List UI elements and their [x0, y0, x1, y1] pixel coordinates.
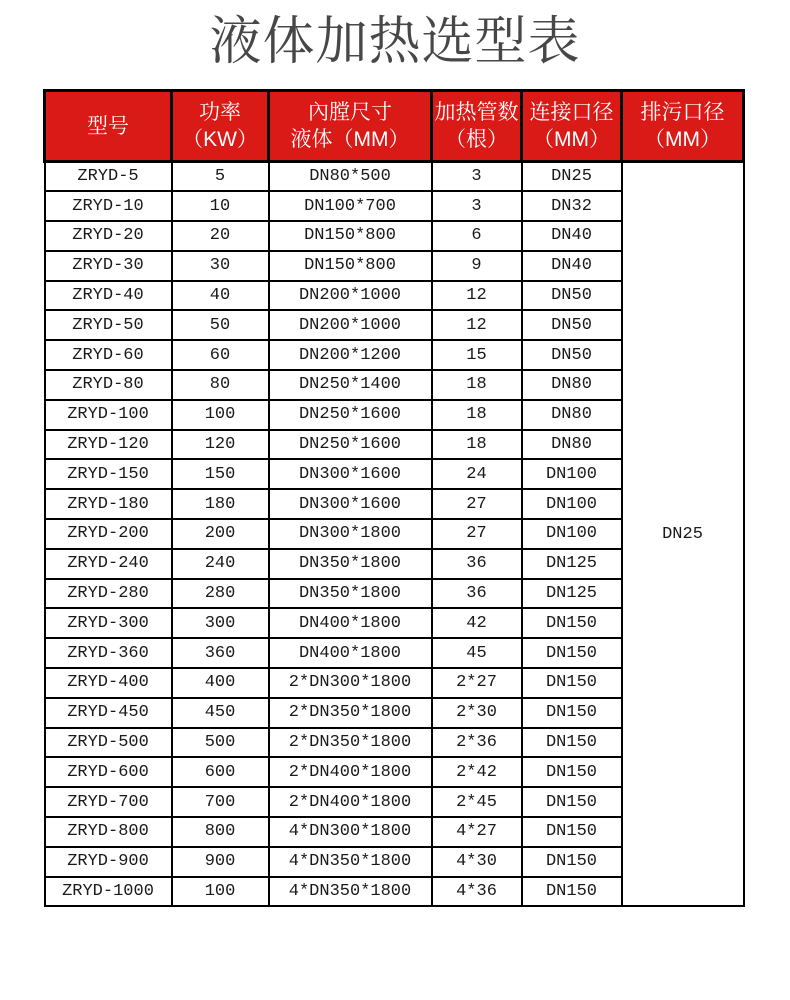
cell-heating_tube_count: 4*36 [432, 877, 522, 907]
col-header-drain-diameter [622, 91, 744, 162]
cell-connection_diameter_mm: DN32 [522, 191, 622, 221]
cell-heating_tube_count: 2*42 [432, 757, 522, 787]
cell-model: ZRYD-800 [45, 817, 172, 847]
col-header-drain-diameter-line2: （MM） [644, 128, 721, 151]
cell-heating_tube_count: 27 [432, 489, 522, 519]
cell-inner_size_liquid_mm: DN350*1800 [269, 579, 432, 609]
col-header-inner-size [269, 91, 432, 162]
cell-heating_tube_count: 36 [432, 579, 522, 609]
cell-connection_diameter_mm: DN150 [522, 817, 622, 847]
cell-model: ZRYD-600 [45, 757, 172, 787]
cell-connection_diameter_mm: DN150 [522, 728, 622, 758]
cell-connection_diameter_mm: DN50 [522, 281, 622, 311]
col-header-tube-count-line1: 加热管数 [434, 101, 519, 124]
cell-connection_diameter_mm: DN150 [522, 877, 622, 907]
cell-model: ZRYD-360 [45, 638, 172, 668]
drain-diameter-merged-cell: DN25 [622, 162, 744, 907]
cell-connection_diameter_mm: DN150 [522, 847, 622, 877]
cell-connection_diameter_mm: DN100 [522, 459, 622, 489]
cell-heating_tube_count: 2*36 [432, 728, 522, 758]
cell-power_kw: 150 [172, 459, 269, 489]
col-header-model [45, 91, 172, 162]
cell-inner_size_liquid_mm: 2*DN400*1800 [269, 757, 432, 787]
cell-model: ZRYD-450 [45, 698, 172, 728]
cell-model: ZRYD-500 [45, 728, 172, 758]
cell-heating_tube_count: 3 [432, 191, 522, 221]
cell-model: ZRYD-280 [45, 579, 172, 609]
cell-power_kw: 5 [172, 162, 269, 192]
cell-model: ZRYD-200 [45, 519, 172, 549]
cell-power_kw: 30 [172, 251, 269, 281]
cell-model: ZRYD-900 [45, 847, 172, 877]
cell-heating_tube_count: 2*30 [432, 698, 522, 728]
cell-inner_size_liquid_mm: DN150*800 [269, 221, 432, 251]
cell-inner_size_liquid_mm: DN350*1800 [269, 549, 432, 579]
col-header-connection-diameter-line2: （MM） [533, 128, 610, 151]
cell-connection_diameter_mm: DN80 [522, 370, 622, 400]
cell-inner_size_liquid_mm: 4*DN350*1800 [269, 877, 432, 907]
cell-connection_diameter_mm: DN50 [522, 340, 622, 370]
cell-heating_tube_count: 42 [432, 608, 522, 638]
cell-connection_diameter_mm: DN150 [522, 608, 622, 638]
table-body [45, 162, 744, 907]
cell-power_kw: 120 [172, 430, 269, 460]
col-header-tube-count [432, 91, 522, 162]
cell-heating_tube_count: 18 [432, 430, 522, 460]
cell-inner_size_liquid_mm: DN400*1800 [269, 638, 432, 668]
cell-heating_tube_count: 15 [432, 340, 522, 370]
cell-power_kw: 50 [172, 310, 269, 340]
cell-power_kw: 10 [172, 191, 269, 221]
table-row [45, 162, 744, 192]
cell-heating_tube_count: 4*30 [432, 847, 522, 877]
cell-power_kw: 40 [172, 281, 269, 311]
cell-inner_size_liquid_mm: DN200*1200 [269, 340, 432, 370]
col-header-drain-diameter-line1: 排污口径 [640, 101, 725, 124]
cell-power_kw: 300 [172, 608, 269, 638]
cell-heating_tube_count: 3 [432, 162, 522, 192]
page-title: 液体加热选型表 [209, 13, 581, 71]
cell-model: ZRYD-40 [45, 281, 172, 311]
cell-model: ZRYD-180 [45, 489, 172, 519]
cell-power_kw: 100 [172, 400, 269, 430]
cell-model: ZRYD-1000 [45, 877, 172, 907]
cell-heating_tube_count: 12 [432, 310, 522, 340]
col-header-model-line1: 型号 [87, 114, 129, 138]
col-header-power-line2: （KW） [182, 128, 258, 151]
cell-model: ZRYD-100 [45, 400, 172, 430]
cell-heating_tube_count: 2*45 [432, 787, 522, 817]
cell-connection_diameter_mm: DN150 [522, 668, 622, 698]
cell-model: ZRYD-120 [45, 430, 172, 460]
cell-heating_tube_count: 4*27 [432, 817, 522, 847]
col-header-power-line1: 功率 [199, 101, 241, 124]
cell-heating_tube_count: 12 [432, 281, 522, 311]
selection-table [43, 89, 745, 907]
cell-inner_size_liquid_mm: DN300*1600 [269, 459, 432, 489]
cell-power_kw: 700 [172, 787, 269, 817]
cell-connection_diameter_mm: DN150 [522, 698, 622, 728]
cell-connection_diameter_mm: DN150 [522, 638, 622, 668]
cell-model: ZRYD-80 [45, 370, 172, 400]
col-header-inner-size-line1: 內膛尺寸 [308, 101, 392, 124]
cell-model: ZRYD-30 [45, 251, 172, 281]
cell-inner_size_liquid_mm: 2*DN400*1800 [269, 787, 432, 817]
cell-model: ZRYD-50 [45, 310, 172, 340]
cell-model: ZRYD-700 [45, 787, 172, 817]
cell-power_kw: 400 [172, 668, 269, 698]
cell-inner_size_liquid_mm: DN250*1600 [269, 430, 432, 460]
cell-inner_size_liquid_mm: DN80*500 [269, 162, 432, 192]
cell-inner_size_liquid_mm: 4*DN350*1800 [269, 847, 432, 877]
cell-inner_size_liquid_mm: DN400*1800 [269, 608, 432, 638]
cell-power_kw: 360 [172, 638, 269, 668]
cell-power_kw: 280 [172, 579, 269, 609]
cell-model: ZRYD-10 [45, 191, 172, 221]
cell-connection_diameter_mm: DN150 [522, 757, 622, 787]
cell-heating_tube_count: 9 [432, 251, 522, 281]
col-header-inner-size-line2: 液体（MM） [290, 128, 410, 151]
cell-heating_tube_count: 27 [432, 519, 522, 549]
cell-model: ZRYD-5 [45, 162, 172, 192]
cell-connection_diameter_mm: DN80 [522, 430, 622, 460]
cell-inner_size_liquid_mm: 2*DN350*1800 [269, 728, 432, 758]
cell-model: ZRYD-300 [45, 608, 172, 638]
cell-inner_size_liquid_mm: DN300*1800 [269, 519, 432, 549]
cell-connection_diameter_mm: DN25 [522, 162, 622, 192]
cell-power_kw: 60 [172, 340, 269, 370]
cell-model: ZRYD-60 [45, 340, 172, 370]
cell-inner_size_liquid_mm: DN100*700 [269, 191, 432, 221]
header-row [45, 91, 744, 162]
cell-inner_size_liquid_mm: DN200*1000 [269, 310, 432, 340]
cell-heating_tube_count: 18 [432, 400, 522, 430]
cell-model: ZRYD-150 [45, 459, 172, 489]
cell-power_kw: 800 [172, 817, 269, 847]
col-header-connection-diameter-line1: 连接口径 [529, 101, 614, 124]
cell-model: ZRYD-20 [45, 221, 172, 251]
cell-power_kw: 500 [172, 728, 269, 758]
cell-inner_size_liquid_mm: 2*DN300*1800 [269, 668, 432, 698]
cell-inner_size_liquid_mm: DN250*1400 [269, 370, 432, 400]
col-header-power [172, 91, 269, 162]
cell-connection_diameter_mm: DN125 [522, 579, 622, 609]
cell-power_kw: 20 [172, 221, 269, 251]
col-header-connection-diameter [522, 91, 622, 162]
cell-power_kw: 900 [172, 847, 269, 877]
col-header-tube-count-line2: （根） [445, 128, 508, 151]
cell-power_kw: 450 [172, 698, 269, 728]
cell-power_kw: 180 [172, 489, 269, 519]
cell-inner_size_liquid_mm: 4*DN300*1800 [269, 817, 432, 847]
cell-power_kw: 80 [172, 370, 269, 400]
cell-heating_tube_count: 36 [432, 549, 522, 579]
cell-connection_diameter_mm: DN50 [522, 310, 622, 340]
cell-model: ZRYD-400 [45, 668, 172, 698]
cell-inner_size_liquid_mm: 2*DN350*1800 [269, 698, 432, 728]
cell-inner_size_liquid_mm: DN150*800 [269, 251, 432, 281]
cell-connection_diameter_mm: DN40 [522, 251, 622, 281]
cell-heating_tube_count: 18 [432, 370, 522, 400]
cell-power_kw: 240 [172, 549, 269, 579]
cell-inner_size_liquid_mm: DN300*1600 [269, 489, 432, 519]
cell-heating_tube_count: 6 [432, 221, 522, 251]
cell-connection_diameter_mm: DN80 [522, 400, 622, 430]
cell-power_kw: 600 [172, 757, 269, 787]
cell-heating_tube_count: 24 [432, 459, 522, 489]
cell-inner_size_liquid_mm: DN250*1600 [269, 400, 432, 430]
cell-connection_diameter_mm: DN150 [522, 787, 622, 817]
cell-heating_tube_count: 45 [432, 638, 522, 668]
cell-connection_diameter_mm: DN100 [522, 489, 622, 519]
cell-power_kw: 200 [172, 519, 269, 549]
cell-heating_tube_count: 2*27 [432, 668, 522, 698]
cell-model: ZRYD-240 [45, 549, 172, 579]
cell-connection_diameter_mm: DN40 [522, 221, 622, 251]
cell-connection_diameter_mm: DN125 [522, 549, 622, 579]
cell-power_kw: 100 [172, 877, 269, 907]
cell-inner_size_liquid_mm: DN200*1000 [269, 281, 432, 311]
cell-connection_diameter_mm: DN100 [522, 519, 622, 549]
